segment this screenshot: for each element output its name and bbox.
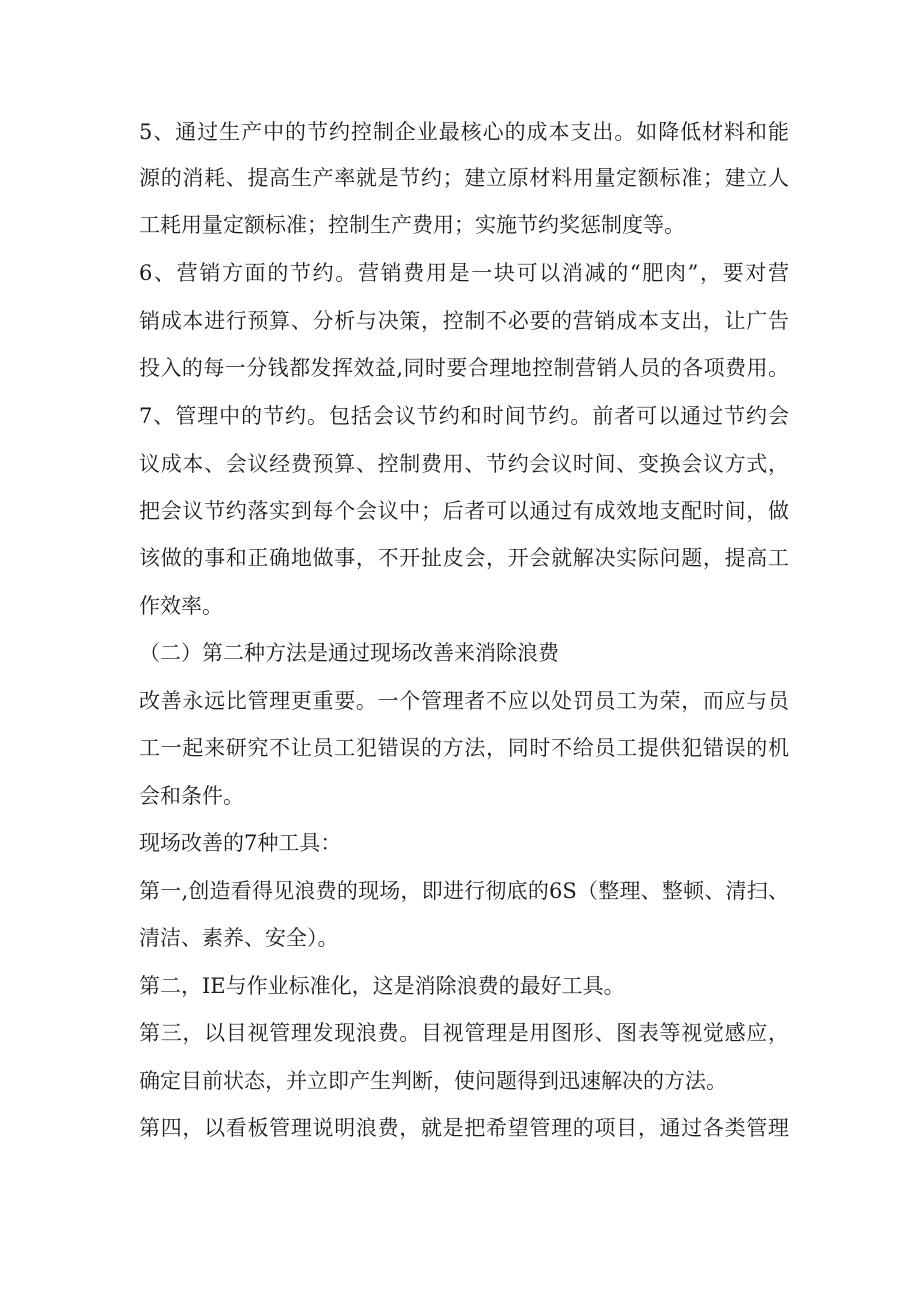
text-line: 会和条件。 [139, 784, 244, 808]
text-line: 第一,创造看得见浪费的现场，即进行彻底的6S（整理、整顿、清扫、 [139, 879, 789, 903]
text-line: 确定目前状态，并立即产生判断，使问题得到迅速解决的方法。 [139, 1069, 727, 1093]
text-line: 议成本、会议经费预算、控制费用、节约会议时间、变换会议方式， [139, 452, 789, 476]
text-line: 销成本进行预算、分析与决策，控制不必要的营销成本支出，让广告 [139, 309, 789, 333]
text-line: 第三，以目视管理发现浪费。目视管理是用图形、图表等视觉感应， [139, 1021, 789, 1045]
text-line: 该做的事和正确地做事，不开扯皮会，开会就解决实际问题，提高工 [139, 546, 789, 570]
text-line: 作效率。 [139, 594, 223, 618]
section-heading: （二）第二种方法是通过现场改善来消除浪费 [139, 641, 559, 665]
text-line: 把会议节约落实到每个会议中；后者可以通过有成效地支配时间，做 [139, 499, 789, 523]
text-line: 现场改善的7种工具： [139, 831, 342, 855]
text-line: 5、通过生产中的节约控制企业最核心的成本支出。如降低材料和能 [139, 120, 789, 144]
text-line: 清洁、素养、安全）。 [139, 926, 339, 950]
text-line: 第四，以看板管理说明浪费，就是把希望管理的项目，通过各类管理 [139, 1116, 789, 1140]
text-line: 改善永远比管理更重要。一个管理者不应以处罚员工为荣，而应与员 [139, 689, 789, 713]
text-line: 6、营销方面的节约。营销费用是一块可以消减的“肥肉”，要对营 [139, 261, 789, 285]
text-line: 第二，IE与作业标准化，这是消除浪费的最好工具。 [139, 974, 625, 998]
text-line: 7、管理中的节约。包括会议节约和时间节约。前者可以通过节约会 [139, 404, 789, 428]
text-line: 工一起来研究不让员工犯错误的方法，同时不给员工提供犯错误的机 [139, 736, 789, 760]
text-line: 投入的每一分钱都发挥效益,同时要合理地控制营销人员的各项费用。 [139, 356, 789, 380]
text-line: 源的消耗、提高生产率就是节约；建立原材料用量定额标准；建立人 [139, 166, 789, 190]
text-line: 工耗用量定额标准；控制生产费用；实施节约奖惩制度等。 [139, 213, 685, 237]
